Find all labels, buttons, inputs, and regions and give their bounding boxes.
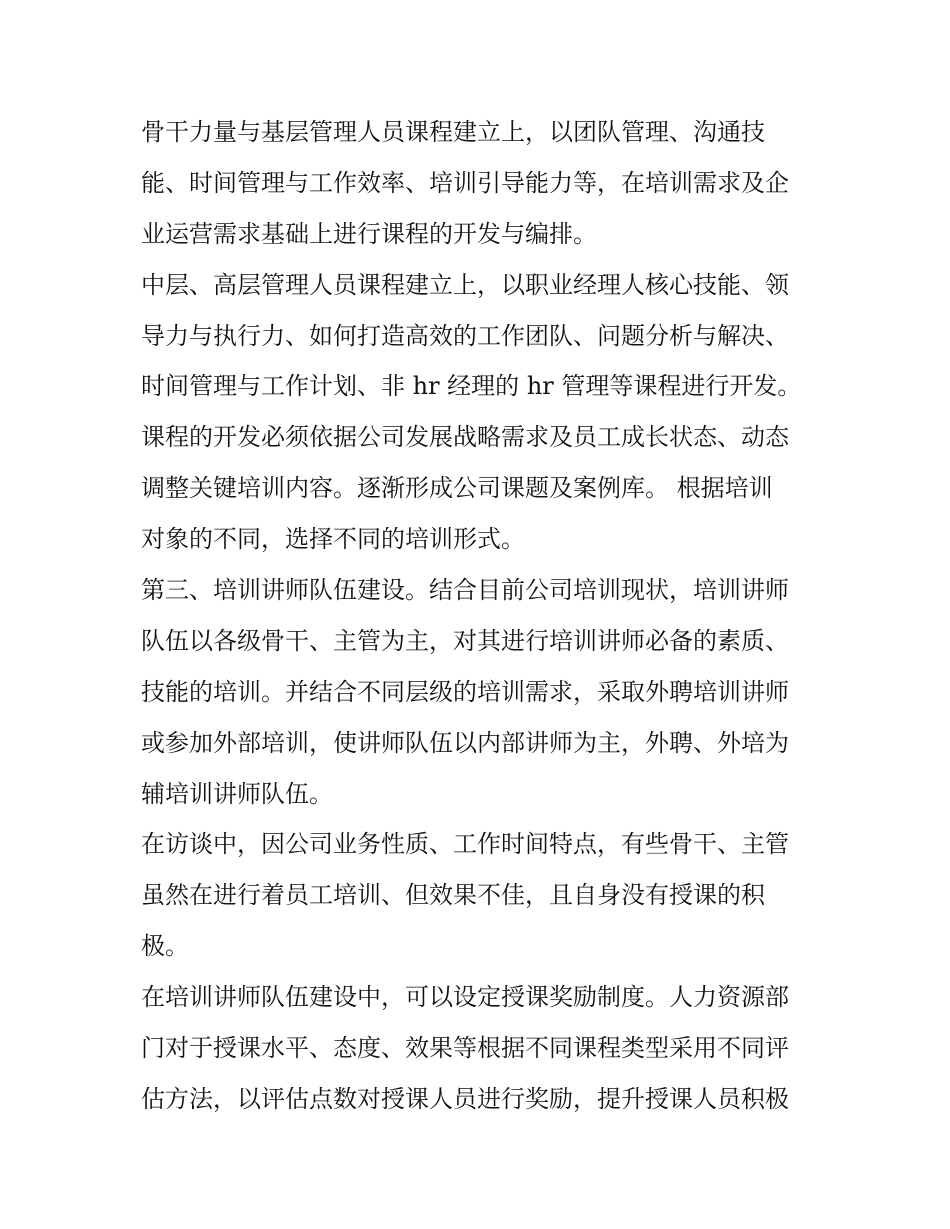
text-line: 门对于授课水平、态度、效果等根据不同课程类型采用不同评 <box>141 1034 789 1063</box>
text-line: 能、时间管理与工作效率、培训引导能力等，在培训需求及企 <box>141 168 789 197</box>
text-line: 业运营需求基础上进行课程的开发与编排。 <box>141 219 597 248</box>
text-line: 课程的开发必须依据公司发展战略需求及员工成长状态、动态 <box>141 423 789 452</box>
text-line: 在访谈中，因公司业务性质、工作时间特点，有些骨干、主管 <box>141 830 789 859</box>
text-line: 技能的培训。并结合不同层级的培训需求，采取外聘培训讲师 <box>141 677 789 706</box>
text-line: 辅培训讲师队伍。 <box>141 779 333 808</box>
text-line: 极。 <box>141 932 189 961</box>
text-line: 虽然在进行着员工培训、但效果不佳，且自身没有授课的积 <box>141 881 765 910</box>
text-line: 第三、培训讲师队伍建设。结合目前公司培训现状，培训讲师 <box>141 576 789 605</box>
text-line: 队伍以各级骨干、主管为主，对其进行培训讲师必备的素质、 <box>141 626 789 655</box>
text-line: 中层、高层管理人员课程建立上，以职业经理人核心技能、领 <box>141 270 789 299</box>
text-line: 在培训讲师队伍建设中，可以设定授课奖励制度。人力资源部 <box>141 983 789 1012</box>
text-line: 或参加外部培训，使讲师队伍以内部讲师为主，外聘、外培为 <box>141 728 789 757</box>
text-line: 对象的不同，选择不同的培训形式。 <box>141 525 525 554</box>
text-line: 时间管理与工作计划、非 hr 经理的 hr 管理等课程进行开发。 <box>141 372 802 401</box>
text-line: 骨干力量与基层管理人员课程建立上，以团队管理、沟通技 <box>141 118 765 146</box>
text-line: 估方法，以评估点数对授课人员进行奖励，提升授课人员积极 <box>141 1084 789 1113</box>
text-line: 导力与执行力、如何打造高效的工作团队、问题分析与解决、 <box>141 321 789 350</box>
document-body <box>141 107 821 1125</box>
text-line: 调整关键培训内容。逐渐形成公司课题及案例库。 根据培训 <box>141 474 773 503</box>
